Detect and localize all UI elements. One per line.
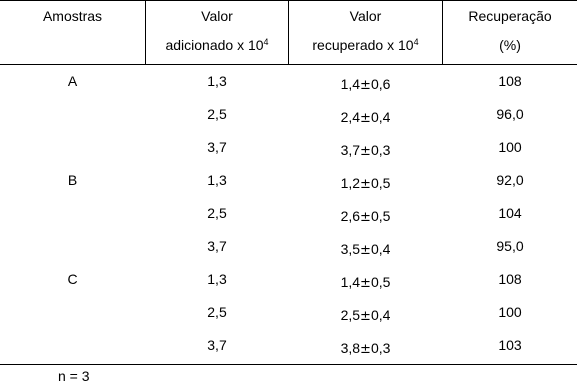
added-cell: 1,3 xyxy=(207,73,227,89)
sample-cell: B xyxy=(67,172,78,188)
recovered-cell xyxy=(289,241,442,259)
recovered-cell xyxy=(289,142,442,160)
plus-minus-symbol: ± xyxy=(360,177,371,192)
plus-minus-symbol: ± xyxy=(360,111,371,126)
header-recovery-line2: (%) xyxy=(499,37,521,53)
recovered-mean: 3,5 xyxy=(340,241,361,257)
header-added-exponent: 4 xyxy=(263,37,269,47)
recovery-cell: 92,0 xyxy=(496,172,524,188)
recovered-mean: 1,2 xyxy=(340,175,361,191)
header-added-line2 xyxy=(146,37,288,53)
recovered-mean: 3,7 xyxy=(340,142,361,158)
plus-minus-symbol: ± xyxy=(360,210,371,225)
recovered-cell xyxy=(289,340,442,358)
header-recovered-text: recuperado x 10 xyxy=(312,37,414,53)
recovered-sd: 0,3 xyxy=(370,142,391,158)
added-cell: 2,5 xyxy=(207,304,227,320)
recovery-cell: 95,0 xyxy=(496,238,524,254)
recovery-cell: 96,0 xyxy=(496,106,524,122)
added-cell: 2,5 xyxy=(207,205,227,221)
recovered-mean: 2,6 xyxy=(340,208,361,224)
recovered-mean: 1,4 xyxy=(340,76,361,92)
recovered-sd: 0,3 xyxy=(370,340,391,356)
added-cell: 3,7 xyxy=(207,238,227,254)
plus-minus-symbol: ± xyxy=(360,276,371,291)
recovery-cell: 103 xyxy=(498,337,522,353)
added-cell: 2,5 xyxy=(207,106,227,122)
header-recovered-line2 xyxy=(289,37,442,53)
added-cell: 1,3 xyxy=(207,172,227,188)
plus-minus-symbol: ± xyxy=(360,243,371,258)
recovered-mean: 1,4 xyxy=(340,274,361,290)
recovered-mean: 2,4 xyxy=(340,109,361,125)
recovered-sd: 0,6 xyxy=(370,76,391,92)
plus-minus-symbol: ± xyxy=(360,342,371,357)
footnote: n = 3 xyxy=(58,368,90,384)
header-recovered-exponent: 4 xyxy=(413,37,419,47)
recovered-sd: 0,4 xyxy=(370,109,391,125)
recovered-cell xyxy=(289,109,442,127)
recovered-cell xyxy=(289,274,442,292)
header-samples: Amostras xyxy=(42,8,103,24)
recovered-sd: 0,4 xyxy=(370,307,391,323)
sample-cell: A xyxy=(67,73,78,89)
recovered-cell xyxy=(289,307,442,325)
sample-cell: C xyxy=(67,271,78,287)
plus-minus-symbol: ± xyxy=(360,78,371,93)
added-cell: 3,7 xyxy=(207,337,227,353)
recovery-cell: 100 xyxy=(498,139,522,155)
recovered-mean: 2,5 xyxy=(340,307,361,323)
added-cell: 3,7 xyxy=(207,139,227,155)
recovered-sd: 0,5 xyxy=(370,274,391,290)
recovered-mean: 3,8 xyxy=(340,340,361,356)
plus-minus-symbol: ± xyxy=(360,309,371,324)
recovered-sd: 0,4 xyxy=(370,241,391,257)
recovery-cell: 104 xyxy=(498,205,522,221)
header-recovery-line1: Recuperação xyxy=(468,8,552,24)
recovered-cell xyxy=(289,208,442,226)
recovery-cell: 100 xyxy=(498,304,522,320)
recovered-cell xyxy=(289,175,442,193)
recovered-cell xyxy=(289,76,442,94)
recovery-cell: 108 xyxy=(498,73,522,89)
recovered-sd: 0,5 xyxy=(370,208,391,224)
table-bottom-rule xyxy=(0,364,577,365)
header-added-text: adicionado x 10 xyxy=(165,37,264,53)
recovered-sd: 0,5 xyxy=(370,175,391,191)
added-cell: 1,3 xyxy=(207,271,227,287)
header-recovered-line1: Valor xyxy=(349,8,382,24)
plus-minus-symbol: ± xyxy=(360,144,371,159)
header-added-line1: Valor xyxy=(201,8,233,24)
recovery-cell: 108 xyxy=(498,271,522,287)
